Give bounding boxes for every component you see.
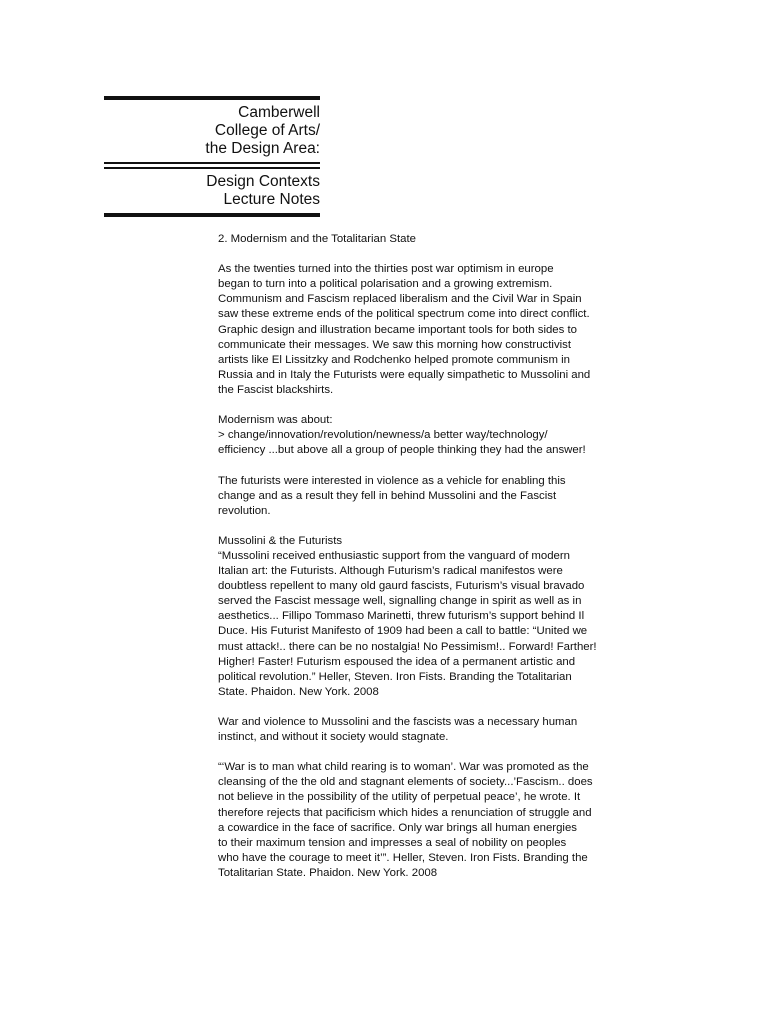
paragraph-modernism — [218, 413, 668, 458]
text-line: State. Phaidon. New York. 2008 — [218, 685, 379, 698]
text-line: saw these extreme ends of the political spectrum come into direct conflict. — [218, 308, 590, 321]
text-line: Mussolini & the Futurists — [218, 534, 343, 547]
course-line: Design Contexts — [206, 173, 320, 190]
document-body — [218, 232, 668, 896]
institution-line: the Design Area: — [205, 140, 320, 157]
text-line: cleansing of the the old and stagnant elements of society...’Fascism.. does — [218, 776, 593, 789]
text-line: the Fascist blackshirts. — [218, 383, 334, 396]
paragraph-futurists-violence — [218, 474, 668, 519]
text-line: aesthetics... Fillipo Tommaso Marinetti, threw futurism’s support behind Il — [218, 610, 585, 623]
course-block — [104, 169, 320, 213]
text-line: doubtless repellent to many old gaurd fascists, Futurism’s visual bravado — [218, 580, 585, 593]
text-line: who have the courage to meet it’”. Heller, Steven. Iron Fists. Branding the — [218, 851, 588, 864]
text-line: served the Fascist message well, signalling change in spirit as well as in — [218, 595, 582, 608]
text-line: The futurists were interested in violence as a vehicle for enabling this — [218, 474, 566, 487]
text-line: communicate their messages. We saw this morning how constructivist — [218, 338, 572, 351]
paragraph-war-violence — [218, 715, 668, 745]
paragraph-war-quote — [218, 760, 668, 881]
text-line: Higher! Faster! Futurism espoused the idea of a permanent artistic and — [218, 655, 576, 668]
text-line: Communism and Fascism replaced liberalism and the Civil War in Spain — [218, 293, 582, 306]
institution-line: College of Arts/ — [214, 122, 320, 139]
text-line: instinct, and without it society would stagnate. — [218, 731, 449, 744]
text-line: began to turn into a political polarisation and a growing extremism. — [218, 278, 553, 291]
institution-line: Camberwell — [238, 104, 320, 121]
text-line: efficiency ...but above all a group of people thinking they had the answer! — [218, 444, 586, 457]
paragraph-intro — [218, 262, 668, 398]
text-line: Italian art: the Futurists. Although Futurism’s radical manifestos were — [218, 565, 563, 578]
text-line: Duce. His Futurist Manifesto of 1909 had been a call to battle: “United we — [218, 625, 588, 638]
text-line: > change/innovation/revolution/newness/a better way/technology/ — [218, 429, 548, 442]
text-line: “‘War is to man what child rearing is to woman’. War was promoted as the — [218, 761, 589, 774]
text-line: change and as a result they fell in behind Mussolini and the Fascist — [218, 489, 557, 502]
text-line: As the twenties turned into the thirties post war optimism in europe — [218, 263, 554, 276]
text-line: “Mussolini received enthusiastic support from the vanguard of modern — [218, 549, 571, 562]
text-line: revolution. — [218, 504, 271, 517]
text-line: Russia and in Italy the Futurists were equally simpathetic to Mussolini and — [218, 368, 591, 381]
paragraphs — [218, 262, 668, 881]
document-title: 2. Modernism and the Totalitarian State — [218, 233, 416, 245]
text-line: not believe in the possibility of the utility of perpetual peace’, he wrote. It — [218, 791, 581, 804]
paragraph-mussolini-futurists — [218, 534, 668, 700]
text-line: therefore rejects that pacificism which hides a renunciation of struggle and — [218, 806, 592, 819]
institution-block — [104, 100, 320, 162]
header-bottom-rule — [104, 213, 320, 217]
text-line: Modernism was about: — [218, 414, 333, 427]
document-header — [104, 96, 320, 217]
text-line: must attack!.. there can be no nostalgia! No Pessimism!.. Forward! Farther! — [218, 640, 597, 653]
text-line: War and violence to Mussolini and the fascists was a necessary human — [218, 716, 578, 728]
text-line: to their maximum tension and impresses a seal of nobility on peoples — [218, 836, 567, 849]
text-line: political revolution.” Heller, Steven. Iron Fists. Branding the Totalitarian — [218, 670, 572, 683]
text-line: artists like El Lissitzky and Rodchenko helped promote communism in — [218, 353, 570, 366]
text-line: Graphic design and illustration became important tools for both sides to — [218, 323, 577, 336]
text-line: a cowardice in the face of sacrifice. Only war brings all human energies — [218, 821, 577, 834]
course-line: Lecture Notes — [223, 191, 320, 208]
text-line: Totalitarian State. Phaidon. New York. 2008 — [218, 866, 438, 879]
